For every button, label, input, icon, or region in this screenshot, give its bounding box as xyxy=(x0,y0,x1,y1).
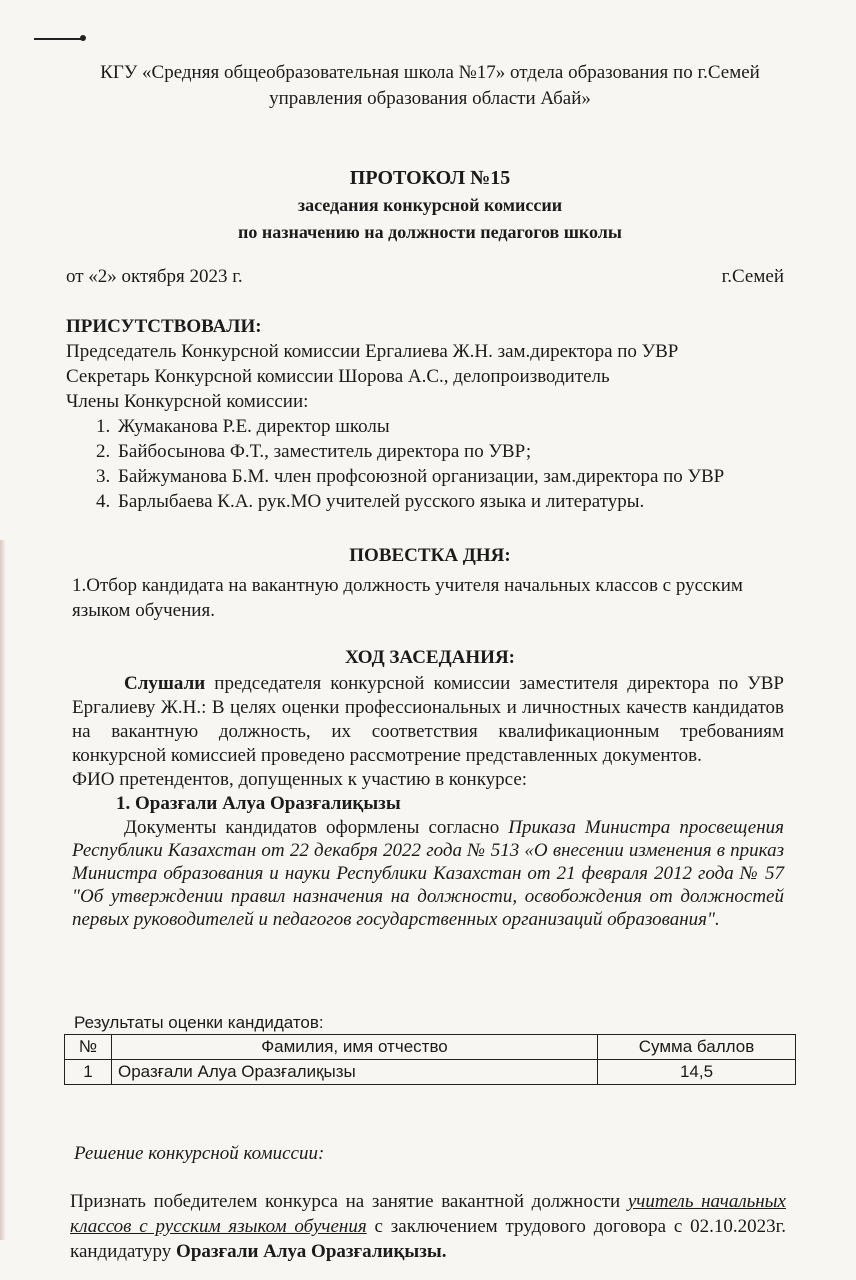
agenda-heading: ПОВЕСТКА ДНЯ: xyxy=(349,545,511,566)
date-line xyxy=(66,266,784,288)
list-number: 4. xyxy=(96,491,111,512)
scan-edge-shadow xyxy=(0,540,6,1240)
organization-header xyxy=(40,60,820,112)
chair-line: Председатель Конкурсной комиссии Ергалиева Ж.Н. зам.директора по УВР xyxy=(66,341,679,362)
listened-text: председателя конкурсной комиссии заместителя директора по УВР Ергалиеву Ж.Н.: В целях оценки профессиональных и личностных качеств кандидатов на вакантную должность, их соответствия квалификационным требованиям конкурсной комиссией проведено рассмотрение представленных документов. xyxy=(72,673,784,766)
header-line-2: управления образования области Абай» xyxy=(269,88,591,109)
secretary-line: Секретарь Конкурсной комиссии Шорова А.С., делопроизводитель xyxy=(66,366,610,387)
member-text: Байжуманова Б.М. член профсоюзной организации, зам.директора по УВР xyxy=(118,466,725,487)
decision-part-2: с заключением трудового договора с 02.10.2023г. кандидатуру xyxy=(70,1216,786,1262)
scan-mark-dot xyxy=(80,35,86,41)
protocol-number: ПРОТОКОЛ №15 xyxy=(349,167,511,189)
agenda-text: 1.Отбор кандидата на вакантную должность учителя начальных классов с русским языком обучения. xyxy=(72,575,743,621)
applicants-label: ФИО претендентов, допущенных к участию в конкурсе: xyxy=(72,769,528,790)
title-line-3: по назначению на должности педагогов школы xyxy=(238,222,622,242)
members-label: Члены Конкурсной комиссии: xyxy=(66,391,309,412)
proceedings-text xyxy=(72,672,784,931)
member-text: Жумаканова Р.Е. директор школы xyxy=(118,416,390,437)
list-number: 1. xyxy=(96,416,111,437)
protocol-date: от «2» октября 2023 г. xyxy=(66,266,243,287)
list-item xyxy=(66,464,786,489)
results-table xyxy=(64,1034,796,1085)
decision-label: Решение конкурсной комиссии: xyxy=(74,1143,325,1164)
member-text: Барлыбаева К.А. рук.МО учителей русского языка и литературы. xyxy=(118,491,645,512)
table-cell: 1 xyxy=(65,1060,112,1085)
table-header-row xyxy=(65,1035,796,1060)
title-line-2: заседания конкурсной комиссии xyxy=(297,195,563,215)
header-line-1: КГУ «Средняя общеобразовательная школа №17» отдела образования по г.Семей xyxy=(100,62,760,83)
scan-mark xyxy=(34,38,84,40)
listened-label: Слушали xyxy=(124,673,206,694)
candidate-heading: 1. Оразғали Алуа Оразғалиқызы xyxy=(116,793,401,814)
list-number: 3. xyxy=(96,466,111,487)
column-header: № xyxy=(65,1035,112,1060)
results-label: Результаты оценки кандидатов: xyxy=(74,1013,324,1032)
decision-part-1: Признать победителем конкурса на занятие вакантной должности xyxy=(70,1191,628,1212)
proceedings-heading: ХОД ЗАСЕДАНИЯ: xyxy=(344,647,515,668)
decision-text xyxy=(70,1189,786,1264)
order-reference: Приказа Министра просвещения Республики Казахстан от 22 декабря 2022 года № 513 «О внесении изменения в приказ Министра образования и науки Республики Казахстан от 21 февраля 2012 года № 57 "Об утверждении правил назначения на должности, освобождения от должностей первых руководителей и педагогов государственных организаций образования". xyxy=(72,817,784,930)
list-number: 2. xyxy=(96,441,111,462)
table-cell: Оразғали Алуа Оразғалиқызы xyxy=(112,1060,598,1085)
member-text: Байбосынова Ф.Т., заместитель директора по УВР; xyxy=(118,441,532,462)
attendees-section xyxy=(66,314,786,514)
column-header: Фамилия, имя отчество xyxy=(112,1035,598,1060)
protocol-title xyxy=(40,164,820,246)
documents-paragraph xyxy=(72,816,784,931)
list-item xyxy=(66,439,786,464)
list-item xyxy=(66,414,786,439)
members-list xyxy=(66,414,786,514)
table-cell: 14,5 xyxy=(598,1060,796,1085)
protocol-city: г.Семей xyxy=(721,266,784,287)
list-item xyxy=(66,489,786,514)
column-header: Сумма баллов xyxy=(598,1035,796,1060)
position-name: учитель начальных классов с русским языком обучения xyxy=(70,1191,786,1237)
table-row xyxy=(65,1060,796,1085)
attendees-heading: ПРИСУТСТВОВАЛИ: xyxy=(66,316,262,337)
documents-text: Документы кандидатов оформлены согласно xyxy=(124,817,509,838)
winner-name: Оразғали Алуа Оразғалиқызы. xyxy=(176,1241,447,1262)
